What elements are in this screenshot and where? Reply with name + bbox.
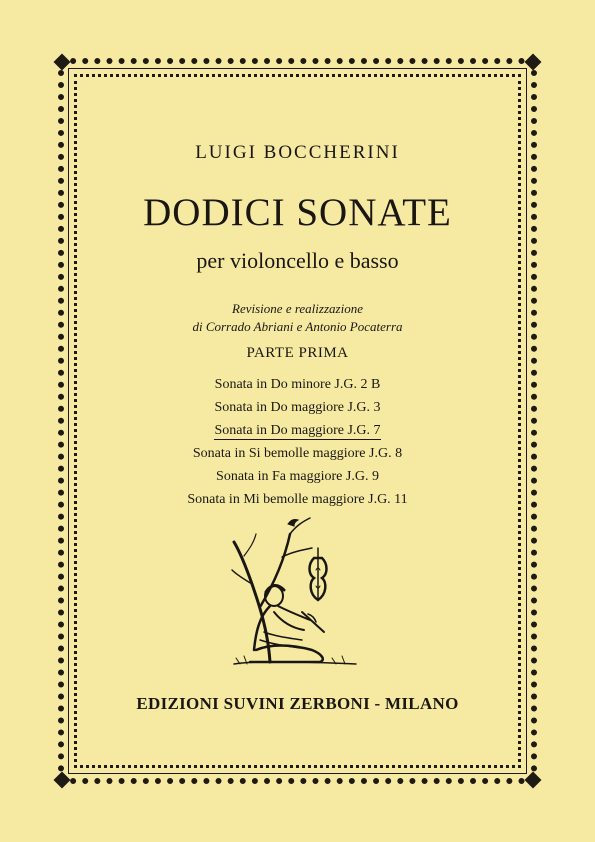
- instrumentation: per violoncello e basso: [196, 248, 399, 273]
- revision-credit: [0, 300, 595, 336]
- sonata-item: Sonata in Do maggiore J.G. 3: [214, 400, 381, 415]
- part-heading: PARTE PRIMA: [246, 345, 349, 361]
- cellist-illustration: [230, 512, 360, 667]
- sonata-item-highlighted: Sonata in Do maggiore J.G. 7: [214, 423, 381, 438]
- editors-line: di Corrado Abriani e Antonio Pocaterra: [192, 319, 403, 334]
- sonata-list: [0, 373, 595, 511]
- sonata-item: Sonata in Fa maggiore J.G. 9: [216, 469, 379, 484]
- sonata-item: Sonata in Si bemolle maggiore J.G. 8: [192, 446, 403, 461]
- revision-line: Revisione e realizzazione: [232, 301, 363, 316]
- publisher-imprint: EDIZIONI SUVINI ZERBONI - MILANO: [136, 694, 459, 713]
- sonata-item: Sonata in Mi bemolle maggiore J.G. 11: [187, 492, 408, 507]
- composer-name: LUIGI BOCCHERINI: [195, 142, 400, 163]
- sonata-item: Sonata in Do minore J.G. 2 B: [214, 377, 381, 392]
- work-title: DODICI SONATE: [143, 191, 452, 234]
